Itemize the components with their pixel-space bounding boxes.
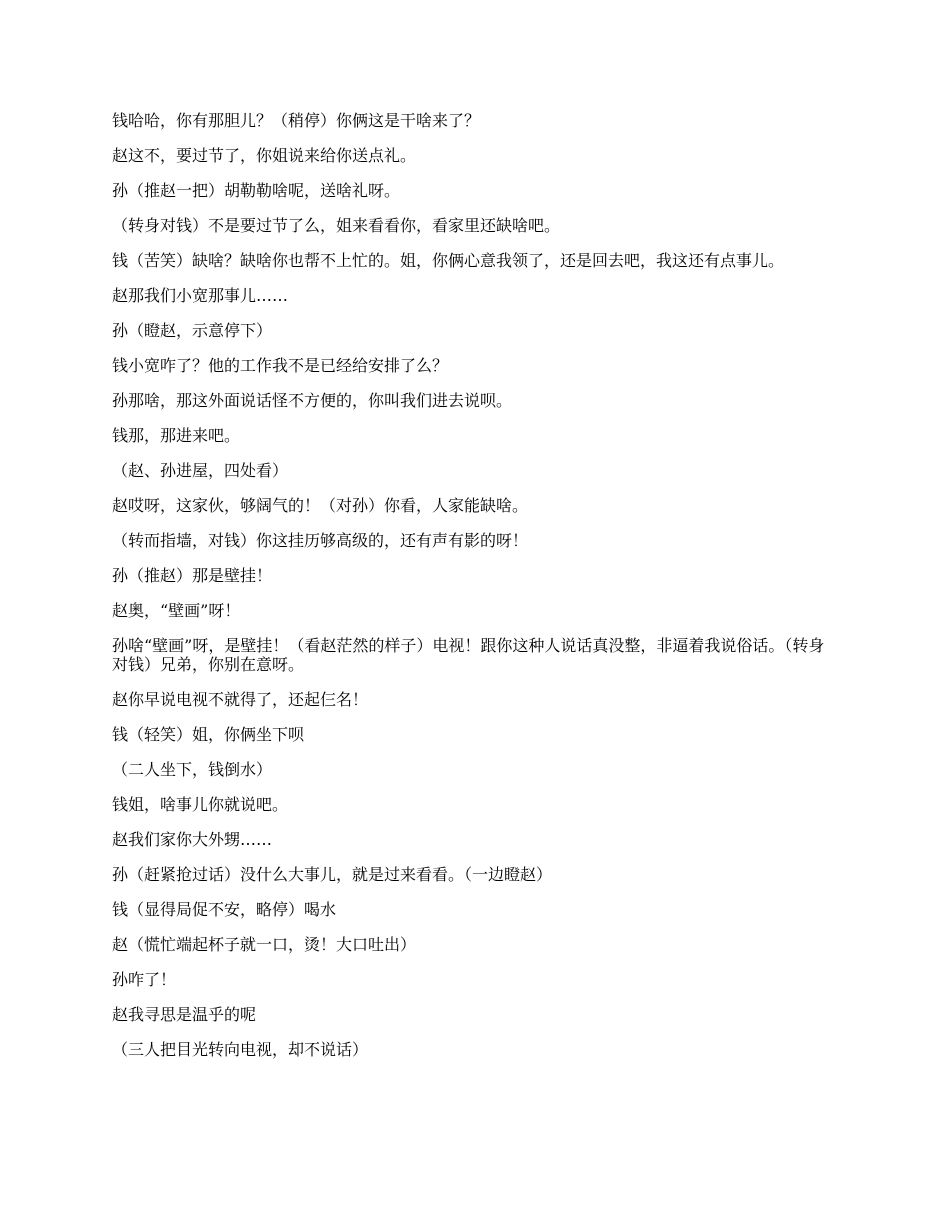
script-line-16: 孙啥“壁画”呀，是壁挂！（看赵茫然的样子）电视！跟你这种人说话真没整，非逼着我说俗话。（转身对钱）兄弟，你别在意呀。 — [112, 636, 825, 674]
script-line-22: 孙（赶紧抢过话）没什么大事儿，就是过来看看。（一边瞪赵） — [112, 865, 553, 884]
script-line-27: （三人把目光转向电视，却不说话） — [112, 1040, 369, 1059]
script-line-20: 钱姐，啥事儿你就说吧。 — [112, 795, 289, 814]
script-text-body — [112, 111, 837, 1075]
script-line-5: 钱（苦笑）缺啥？缺啥你也帮不上忙的。姐，你俩心意我领了，还是回去吧，我这还有点事儿。 — [112, 251, 785, 270]
script-line-21: 赵我们家你大外甥…… — [112, 830, 273, 849]
script-line-2: 赵这不，要过节了，你姐说来给你送点礼。 — [112, 146, 417, 165]
script-line-1: 钱哈哈，你有那胆儿？（稍停）你俩这是干啥来了？ — [112, 111, 481, 130]
script-line-19: （二人坐下，钱倒水） — [112, 760, 273, 779]
script-line-10: 钱那，那进来吧。 — [112, 426, 241, 445]
script-line-26: 赵我寻思是温乎的呢 — [112, 1005, 257, 1024]
script-line-8: 钱小宽咋了？他的工作我不是已经给安排了么？ — [112, 356, 449, 375]
script-line-25: 孙咋了！ — [112, 970, 177, 989]
script-line-23: 钱（显得局促不安，略停）喝水 — [112, 900, 337, 919]
script-line-11: （赵、孙进屋，四处看） — [112, 461, 289, 480]
script-line-13: （转而指墙，对钱）你这挂历够高级的，还有声有影的呀！ — [112, 531, 529, 550]
script-line-17: 赵你早说电视不就得了，还起仨名！ — [112, 690, 369, 709]
script-line-7: 孙（瞪赵，示意停下） — [112, 321, 273, 340]
script-line-4: （转身对钱）不是要过节了么，姐来看看你，看家里还缺啥吧。 — [112, 216, 561, 235]
script-line-6: 赵那我们小宽那事儿…… — [112, 286, 289, 305]
script-line-15: 赵奥，“壁画”呀！ — [112, 601, 241, 620]
script-line-24: 赵（慌忙端起杯子就一口，烫！大口吐出） — [112, 935, 417, 954]
script-line-9: 孙那啥，那这外面说话怪不方便的，你叫我们进去说呗。 — [112, 391, 513, 410]
script-line-14: 孙（推赵）那是壁挂！ — [112, 566, 273, 585]
script-line-12: 赵哎呀，这家伙，够阔气的！（对孙）你看，人家能缺啥。 — [112, 496, 529, 515]
script-line-3: 孙（推赵一把）胡勒勒啥呢，送啥礼呀。 — [112, 181, 401, 200]
script-line-18: 钱（轻笑）姐，你俩坐下呗 — [112, 725, 305, 744]
